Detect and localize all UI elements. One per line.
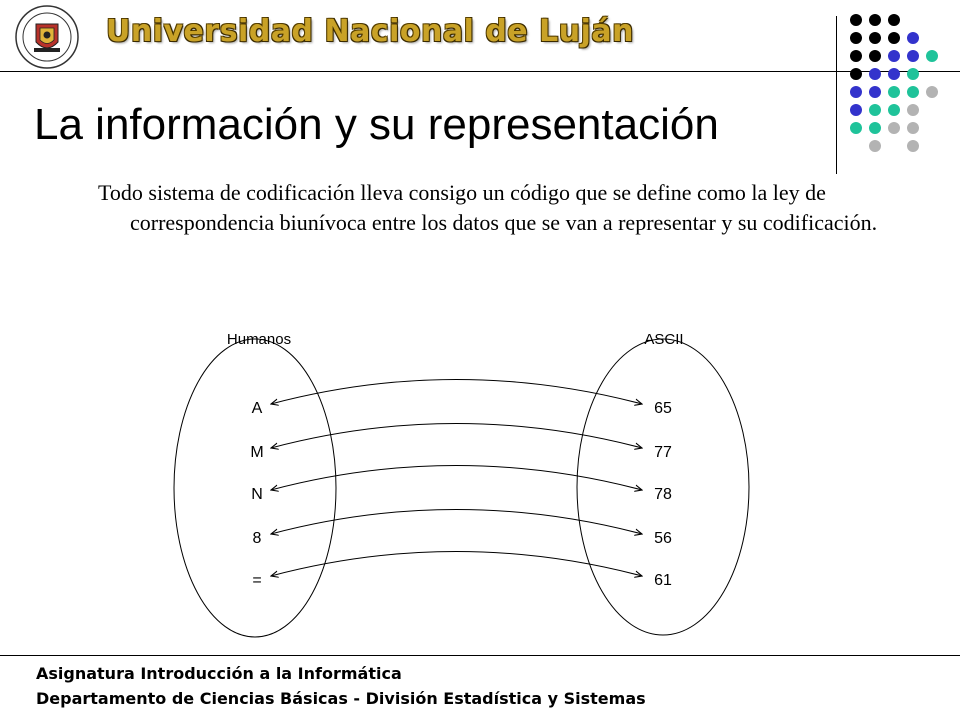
decorative-dot [869,14,881,26]
human-symbol: 8 [252,530,262,547]
bidirectional-arrow [271,510,642,535]
human-symbol: A [251,400,263,417]
ascii-label: ASCII [644,331,684,348]
header-divider [0,71,960,72]
decorative-dot [926,86,938,98]
decorative-dot [869,50,881,62]
human-symbol: N [251,486,263,503]
ascii-code: 61 [654,572,672,589]
decorative-dot [907,140,919,152]
decorative-dot [907,68,919,80]
decorative-dot [888,122,900,134]
footer-divider [0,655,960,656]
decorative-dot [907,122,919,134]
decorative-dot [850,50,862,62]
mapping-diagram [0,320,960,650]
ascii-code: 56 [654,530,672,547]
decorative-dot [888,68,900,80]
bidirectional-arrow [271,424,642,449]
slide-title: La información y su representación [34,100,719,149]
human-symbol: = [252,572,262,589]
decorative-dot [869,68,881,80]
decorative-dot [850,32,862,44]
decorative-dot [926,50,938,62]
decorative-dot [907,86,919,98]
decorative-dot [888,14,900,26]
slide-body-text: Todo sistema de codificación lleva consigo un código que se define como la ley de correspondencia biunívoca entre los datos que se van a representar y su codificación. [98,180,878,235]
decorative-dot [850,122,862,134]
decorative-dot [850,68,862,80]
university-seal-logo [14,4,80,70]
decorative-dot [907,50,919,62]
bidirectional-arrow [271,380,642,405]
decorative-dot [888,50,900,62]
decorative-dot [907,32,919,44]
vertical-divider [836,16,837,174]
decorative-dot [907,104,919,116]
decorative-dot [869,122,881,134]
footer-course: Asignatura Introducción a la Informática [36,664,402,683]
decorative-dot [888,104,900,116]
decorative-dot [888,86,900,98]
decorative-dot [850,86,862,98]
decorative-dot [850,14,862,26]
decorative-dot [869,32,881,44]
university-name: Universidad Nacional de Luján [106,14,634,49]
decorative-dot-grid [850,14,950,154]
ascii-code: 65 [654,400,672,417]
decorative-dot [888,32,900,44]
ascii-code: 77 [654,444,672,461]
decorative-dot [869,104,881,116]
decorative-dot [850,104,862,116]
ascii-code: 78 [654,486,672,503]
decorative-dot [869,86,881,98]
bidirectional-arrow [271,466,642,491]
human-symbol: M [250,444,264,461]
decorative-dot [869,140,881,152]
humanos-label: Humanos [226,331,292,348]
footer-department: Departamento de Ciencias Básicas - División Estadística y Sistemas [36,689,646,708]
